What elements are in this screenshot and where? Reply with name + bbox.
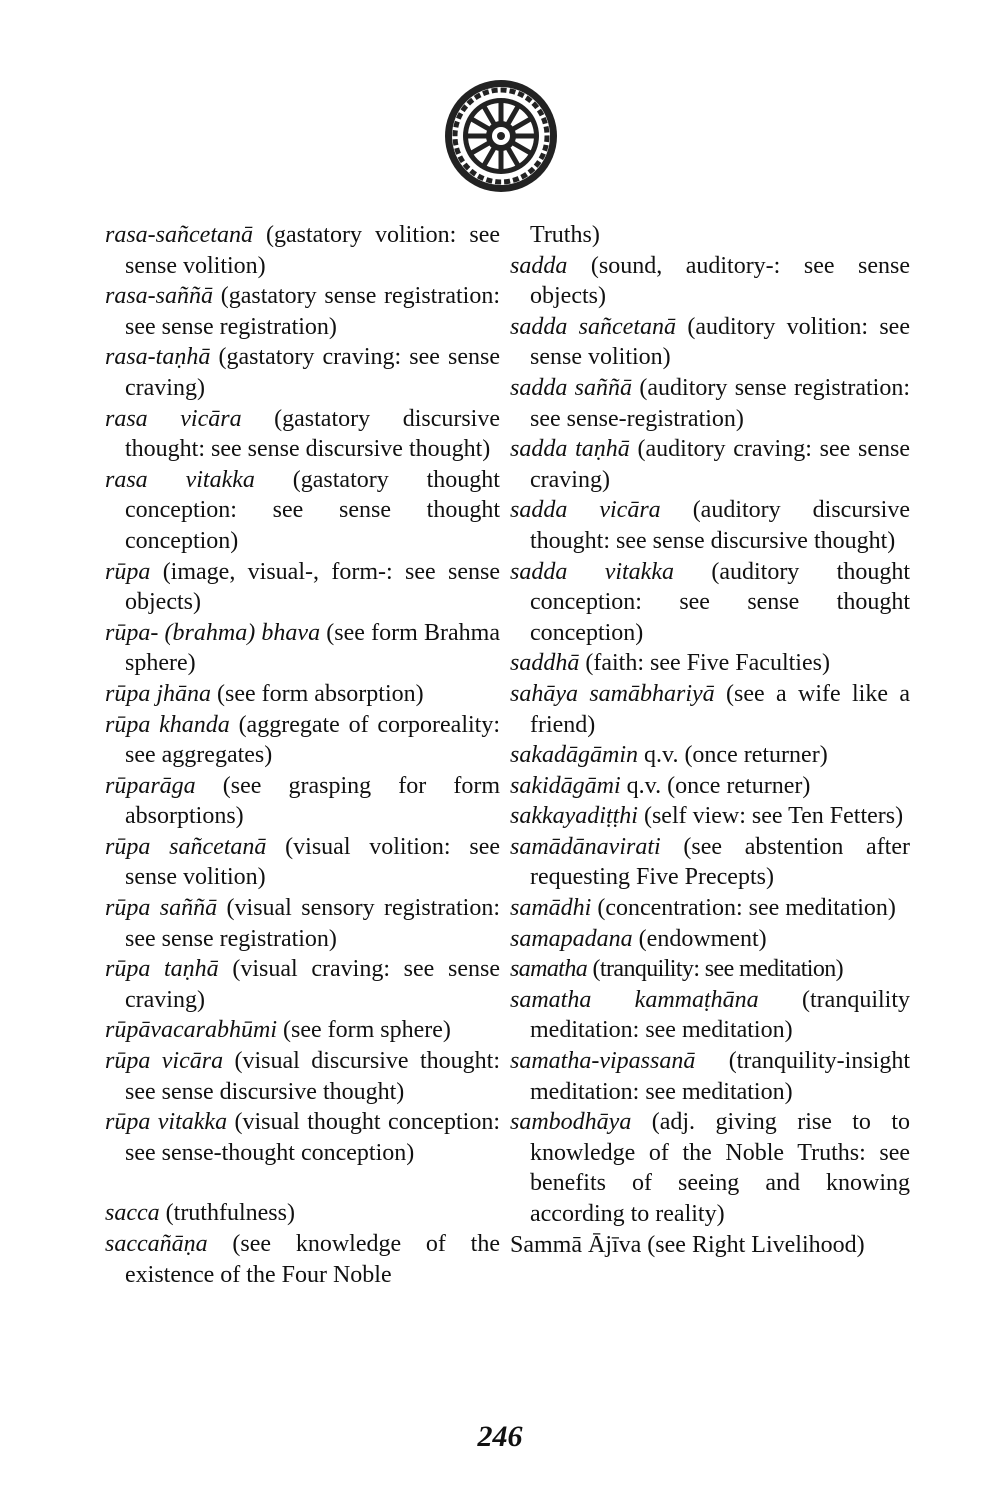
index-entry (510, 1046, 910, 1107)
entry-term: sahāya samābhariyā (510, 680, 715, 707)
entry-gloss: (visual sensory registration: see sense registration) (125, 895, 500, 952)
entry-gloss: (see abstention after requesting Five Precepts) (530, 833, 910, 891)
entry-gloss: (see form Brahma sphere) (125, 619, 500, 677)
index-entry (105, 954, 500, 1015)
index-entry (105, 832, 500, 893)
entry-gloss: (auditory discursive thought: see sense discursive thought) (530, 497, 910, 554)
index-entry (105, 679, 500, 710)
index-entry (105, 710, 500, 771)
entry-gloss: (auditory craving: see sense craving) (530, 436, 910, 493)
entry-gloss: (gastatory discursive thought: see sense discursive thought) (125, 405, 501, 463)
dharma-wheel-icon (443, 78, 559, 194)
index-entry-continued (510, 220, 910, 251)
index-entry (105, 618, 500, 679)
entry-term: samatha kammaṭhāna (510, 986, 759, 1013)
entry-term: samādhi (510, 895, 592, 922)
index-entry (510, 312, 910, 373)
entry-gloss: (visual thought conception: see sense-thought conception) (125, 1109, 500, 1166)
entry-gloss: (concentration: see meditation) (591, 895, 896, 922)
index-entry (105, 1198, 500, 1229)
entry-term: rasa vicāra (105, 405, 242, 432)
entry-gloss: (truthfulness) (159, 1200, 295, 1227)
entry-gloss: (gastatory volition: see sense volition) (125, 222, 500, 279)
index-entry (510, 954, 910, 985)
entry-gloss: (gastatory sense registration: see sense registration) (125, 283, 500, 340)
entry-term: samatha (510, 956, 588, 983)
index-entry (510, 434, 910, 495)
index-entry (510, 740, 910, 771)
entry-gloss: (see form sphere) (276, 1017, 451, 1044)
entry-gloss: (see grasping for form absorptions) (125, 772, 500, 830)
entry-gloss: Truths) (530, 222, 600, 248)
entry-gloss: q.v. (once returner) (638, 742, 828, 769)
index-entry (105, 771, 500, 832)
entry-term: rasa-taṇhā (105, 344, 211, 371)
entry-term: rūpa sañcetanā (105, 833, 267, 860)
index-entry (510, 373, 910, 434)
entry-term: sakkayadiṭṭhi (510, 803, 638, 830)
entry-gloss: (endowment) (632, 925, 767, 952)
index-entry (105, 404, 500, 465)
page-number: 246 (477, 1420, 523, 1453)
entry-term: samādānavirati (510, 833, 661, 860)
index-entry (105, 557, 500, 618)
index-entry (105, 1015, 500, 1046)
index-entry (510, 832, 910, 893)
index-entry (105, 220, 500, 281)
entry-gloss: (auditory volition: see sense volition) (530, 313, 910, 371)
index-entry (510, 1107, 910, 1229)
entry-gloss: (visual discursive thought: see sense discursive thought) (125, 1048, 500, 1105)
entry-gloss: (tranquility-insight meditation: see meditation) (530, 1048, 910, 1105)
index-entry (510, 985, 910, 1046)
entry-gloss: (sound, auditory-: see sense objects) (530, 252, 910, 310)
entry-term: rūpa- (brahma) bhava (105, 619, 321, 646)
index-entry (105, 342, 500, 403)
index-entry (510, 557, 910, 649)
entry-gloss: (gastatory craving: see sense craving) (125, 344, 500, 401)
index-entry (510, 801, 910, 832)
entry-term: samatha-vipassanā (510, 1048, 696, 1075)
entry-term: sadda vitakka (510, 558, 674, 585)
entry-gloss: (self view: see Ten Fetters) (637, 803, 904, 830)
entry-term: rūpa saññā (105, 895, 218, 922)
entry-term: samapadana (510, 925, 633, 952)
entry-gloss: (tranquility meditation: see meditation) (530, 986, 910, 1044)
entry-gloss: (see form absorption) (211, 680, 424, 707)
entry-term: rūpa khanda (105, 711, 230, 738)
entry-term: rūpa vitakka (105, 1109, 228, 1136)
entry-term: sakidāgāmi (510, 772, 621, 799)
left-column (105, 220, 500, 1290)
entry-gloss: (visual volition: see sense volition) (125, 833, 500, 891)
entry-gloss: (adj. giving rise to to knowledge of the Noble Truths: see benefits of seeing and knowing according to reality) (530, 1109, 910, 1227)
index-entry (105, 281, 500, 342)
index-entry (510, 679, 910, 740)
entry-term: saccañāṇa (105, 1231, 208, 1257)
entry-term: sakadāgāmin (510, 742, 638, 769)
index-entry (105, 465, 500, 557)
entry-term: sadda (510, 252, 568, 279)
entry-term: rūpa vicāra (105, 1048, 224, 1075)
index-entry (105, 893, 500, 954)
entry-term: sadda taṇhā (510, 436, 630, 463)
entry-term: rūpa (105, 558, 151, 585)
entry-term: rasa-saññā (105, 283, 214, 310)
entry-gloss: Sammā Ājīva (see Right Livelihood) (510, 1231, 865, 1258)
entry-gloss: (aggregate of corporeality: see aggregates) (125, 711, 500, 769)
entry-term: saddhā (510, 650, 580, 677)
entry-gloss: (tranquility: see meditation) (587, 956, 844, 983)
index-entry (510, 924, 910, 955)
index-entry (105, 1107, 500, 1168)
entry-term: rūpa taṇhā (105, 956, 219, 983)
index-entry (510, 648, 910, 679)
index-entry (510, 893, 910, 924)
entry-term: rasa-sañcetanā (105, 222, 253, 248)
entry-gloss: q.v. (once returner) (620, 772, 811, 799)
right-column (510, 220, 910, 1260)
index-entry (105, 1229, 500, 1290)
entry-gloss: (see knowledge of the existence of the Four Noble (125, 1231, 500, 1288)
index-entry (105, 1046, 500, 1107)
entry-term: sadda saññā (510, 374, 633, 401)
index-entry (510, 1230, 910, 1261)
entry-gloss: (faith: see Five Faculties) (579, 650, 830, 677)
index-entry (510, 251, 910, 312)
entry-gloss: (image, visual-, form-: see sense objects) (125, 558, 500, 616)
entry-gloss: (auditory thought conception: see sense thought conception) (530, 558, 910, 646)
entry-gloss: (gastatory thought conception: see sense thought conception) (125, 466, 500, 554)
index-entry (510, 495, 910, 556)
entry-term: rūpāvacarabhūmi (105, 1017, 277, 1044)
entry-term: sadda vicāra (510, 497, 661, 524)
entry-term: rasa vitakka (105, 466, 255, 493)
entry-term: rūparāga (105, 772, 196, 799)
entry-gloss: (visual craving: see sense craving) (125, 956, 500, 1013)
entry-gloss: (see a wife like a friend) (530, 680, 911, 738)
entry-gloss: (auditory sense registration: see sense-registration) (530, 374, 910, 432)
entry-term: sambodhāya (510, 1109, 632, 1136)
entry-term: rūpa jhāna (105, 680, 212, 707)
index-entry (510, 771, 910, 802)
entry-term: sacca (105, 1200, 160, 1227)
entry-term: sadda sañcetanā (510, 313, 676, 340)
